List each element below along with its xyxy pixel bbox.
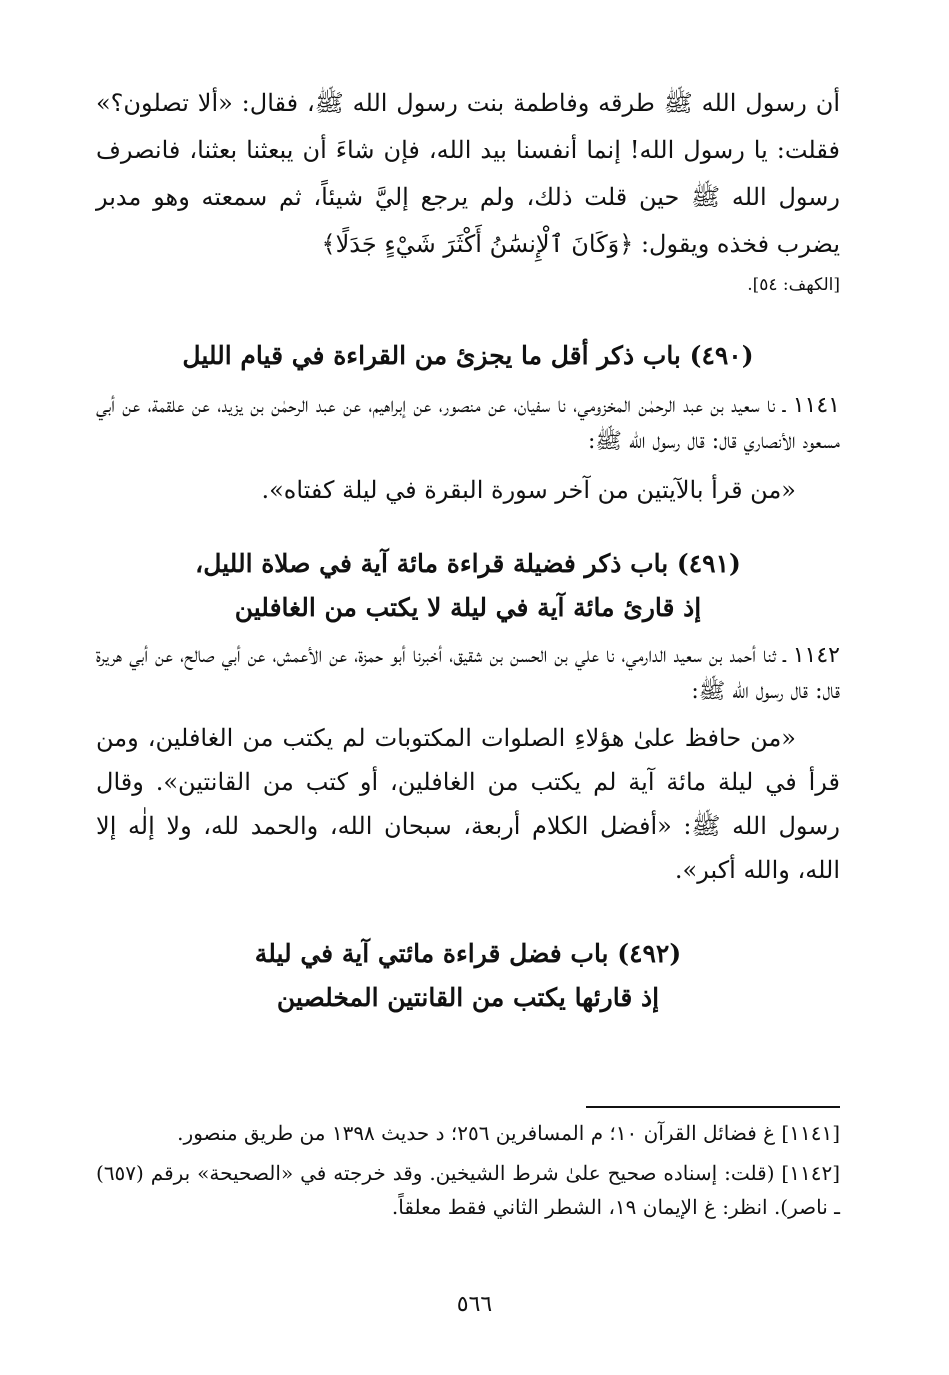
section-heading: (٤٩٠) باب ذكر أقل ما يجزئ من القراءة في قيام الليل [182, 341, 754, 370]
section-heading: (٤٩٢) باب فضل قراءة مائتي آية في ليلة [254, 939, 682, 968]
section-heading: (٤٩١) باب ذكر فضيلة قراءة مائة آية في صلاة الليل، [195, 549, 741, 578]
page-number: ٥٦٦ [456, 1292, 493, 1317]
section-heading-subline: إذ قارئ مائة آية في ليلة لا يكتب من الغافلين [234, 593, 702, 622]
section-491 [96, 542, 840, 892]
hadith-1141: ١١٤١ ـ نا سعيد بن عبد الرحمٰن المخزومي، نا سفيان، عن منصور، عن إبراهيم، عن عبد الرحمٰن بن يزيد، عن علقمة، عن أبي مسعود الأنصاري قال: قال رسول الله ﷺ: [96, 393, 840, 454]
section-490 [96, 334, 840, 512]
footnote-divider [586, 1106, 840, 1108]
quran-reference: [الكهف: ٥٤]. [747, 275, 840, 295]
footnote-1141: [١١٤١] غ فضائل القرآن ١٠؛ م المسافرين ٢٥٦؛ د حديث ١٣٩٨ من طريق منصور. [177, 1121, 840, 1145]
intro-paragraph: أن رسول الله ﷺ طرقه وفاطمة بنت رسول الله ﷺ، فقال: «ألا تصلون؟» فقلت: يا رسول الله! إنما أنفسنا بيد الله، فإن شاءَ أن يبعثنا بعثنا، فانصرف رسول الله ﷺ حين قلت ذلك، ولم يرجع إليَّ شيئاً، ثم سمعته وهو مدبر يضرب فخذه ويقول: ﴿وَكَانَ ٱلْإِنسَٰنُ أَكْثَرَ شَيْءٍ جَدَلًا﴾ [96, 89, 840, 258]
footnotes [96, 1116, 840, 1230]
hadith-1142: ١١٤٢ ـ ثنا أحمد بن سعيد الدارمي، نا علي بن الحسن بن شقيق، أخبرنا أبو حمزة، عن الأعمش، عن أبي صالح، عن أبي هريرة قال: قال رسول الله ﷺ: [96, 643, 840, 704]
hadith-quote: «من حافظ علىٰ هؤلاءِ الصلوات المكتوبات لم يكتب من الغافلين، ومن قرأ في ليلة مائة آية لم يكتب من الغافلين، أو كتب من القانتين». وقال رسول الله ﷺ: «أفضل الكلام أربعة، سبحان الله، والحمد لله، ولا إلٰه إلا الله، والله أكبر». [96, 724, 841, 884]
page-body [96, 80, 840, 1020]
section-492 [96, 932, 840, 1020]
footnote-1142: [١١٤٢] (قلت: إسناده صحيح علىٰ شرط الشيخين. وقد خرجته في «الصحيحة» برقم (٦٥٧) ـ ناصر). انظر: غ الإيمان ١٩، الشطر الثاني فقط معلقاً. [96, 1161, 840, 1219]
section-heading-subline: إذ قارئها يكتب من القانتين المخلصين [276, 983, 660, 1012]
hadith-quote: «من قرأ بالآيتين من آخر سورة البقرة في ليلة كفتاه». [261, 476, 796, 504]
